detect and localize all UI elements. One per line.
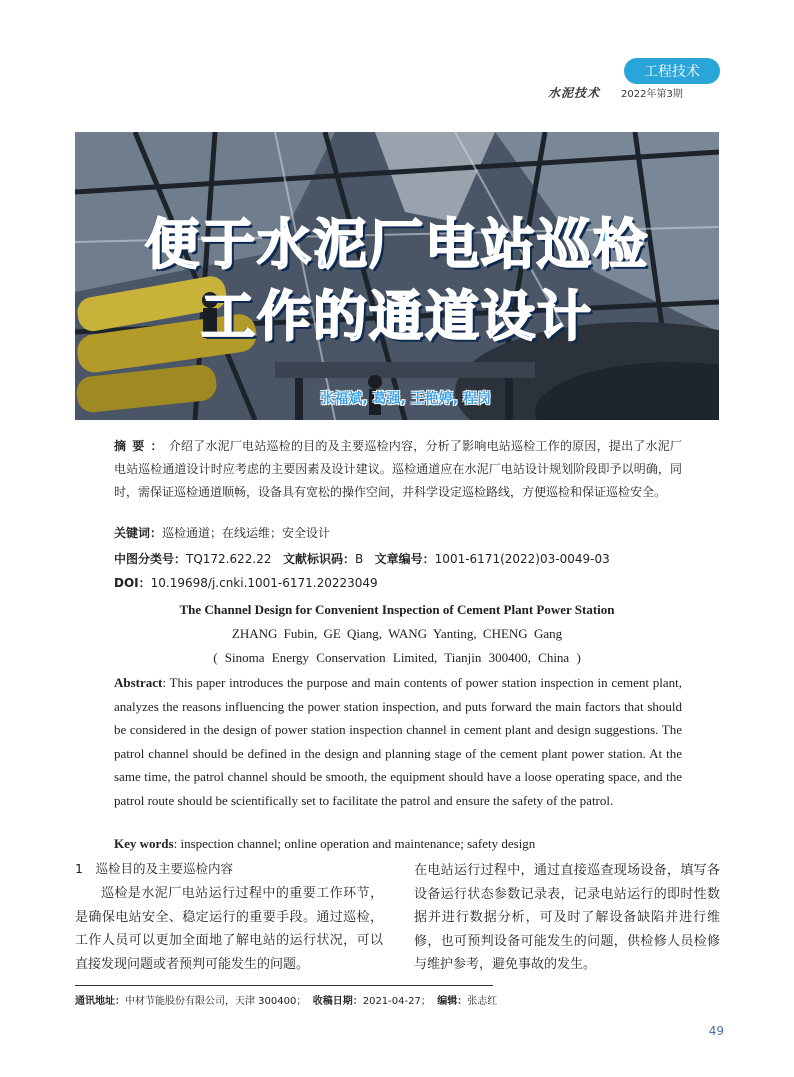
english-keywords-text: : inspection channel; online operation and maintenance; safety design [173,836,536,851]
keywords-label: 关键词： [114,526,163,540]
received-value: 2021-04-27； [362,996,431,1007]
doi-line [114,574,378,591]
english-abstract [114,671,682,812]
clc-label: 中图分类号： [114,552,187,566]
address-label: 通讯地址： [75,996,125,1007]
received-label: 收稿日期： [312,996,363,1007]
body-paragraph-left: 巡检是水泥厂电站运行过程中的重要工作环节，是确保电站安全、稳定运行的重要手段。通过巡检，工作人员可以更加全面地了解电站的运行状况，可以直接发现问题或者预判可能发生的问题。 [75,886,383,972]
article-title-line-1: 便于水泥厂电站巡检 [145,213,649,276]
english-affiliation: ( Sinoma Energy Conservation Limited, Tianjin 300400, China ) [213,650,581,665]
chinese-keywords [114,524,330,541]
footnote [75,992,497,1007]
section-tag: 工程技术 [624,58,720,84]
keywords-text: 巡检通道；在线运维；安全设计 [162,526,331,540]
doc-code-label: 文献标识码： [282,552,355,566]
journal-issue: 2022年第3期 [621,89,683,100]
journal-name: 水泥技术 [548,86,601,100]
footnote-divider [75,985,493,986]
abstract-text: 介绍了水泥厂电站巡检的目的及主要巡检内容，分析了影响电站巡检工作的原因，提出了水泥厂电站巡检通道设计时应考虑的主要因素及设计建议。巡检通道应在水泥厂电站设计规划阶段即予以明确，同时，需保证巡检通道顺畅，设备具有宽松的操作空间，并科学设定巡检路线，方便巡检和保证巡检安全。 [114,439,682,499]
clc-value: TQ172.622.22 [186,552,272,566]
editor-label: 编辑： [437,996,468,1007]
classification-line [114,550,610,567]
section-heading: 1 巡检目的及主要巡检内容 [75,861,233,876]
chinese-abstract [114,435,682,504]
article-authors: 张福斌, 葛强, 王艳婷, 程岗 [320,391,491,407]
english-keywords [114,836,682,852]
doc-code-value: B [354,552,364,566]
english-abstract-label: Abstract [114,675,163,690]
english-title: The Channel Design for Convenient Inspection of Cement Plant Power Station [179,602,615,617]
article-number-label: 文章编号： [374,552,435,566]
english-authors: ZHANG Fubin, GE Qiang, WANG Yanting, CHENG Gang [231,626,563,641]
body-paragraph-right: 在电站运行过程中，通过直接巡查现场设备，填写各设备运行状态参数记录表，记录电站运行的即时性数据并进行数据分析，可及时了解设备缺陷并进行维修，也可预判设备可能发生的问题，供检修人员检修与维护参考，避免事故的发生。 [414,863,720,972]
editor-value: 张志红 [467,996,498,1007]
english-keywords-label: Key words [114,836,174,851]
abstract-label: 摘要： [114,439,169,453]
doi-label: DOI： [114,576,151,590]
address-value: 中材节能股份有限公司，天津 300400； [125,996,307,1007]
article-number-value: 1001-6171(2022)03-0049-03 [434,552,610,566]
title-banner [75,132,719,420]
english-abstract-text: : This paper introduces the purpose and main contents of power station inspection in cement plant, analyzes the reasons influencing the power station inspection, and puts forward the main factors that should be considered in the design of power station inspection channel in cement plant and design suggestions. The patrol channel should be defined in the design and planning stage of the cement plant power station. At the same time, the patrol channel should be smooth, the equipment should have a loose operating space, and the patrol route should be scientifically set to facilitate the patrol and ensure the safety of the patrol. [114,675,682,808]
article-title-line-2: 工作的通道设计 [201,285,593,348]
doi-value[interactable]: 10.19698/j.cnki.1001-6171.20223049 [150,576,378,590]
page-number: 49 [708,1024,724,1038]
